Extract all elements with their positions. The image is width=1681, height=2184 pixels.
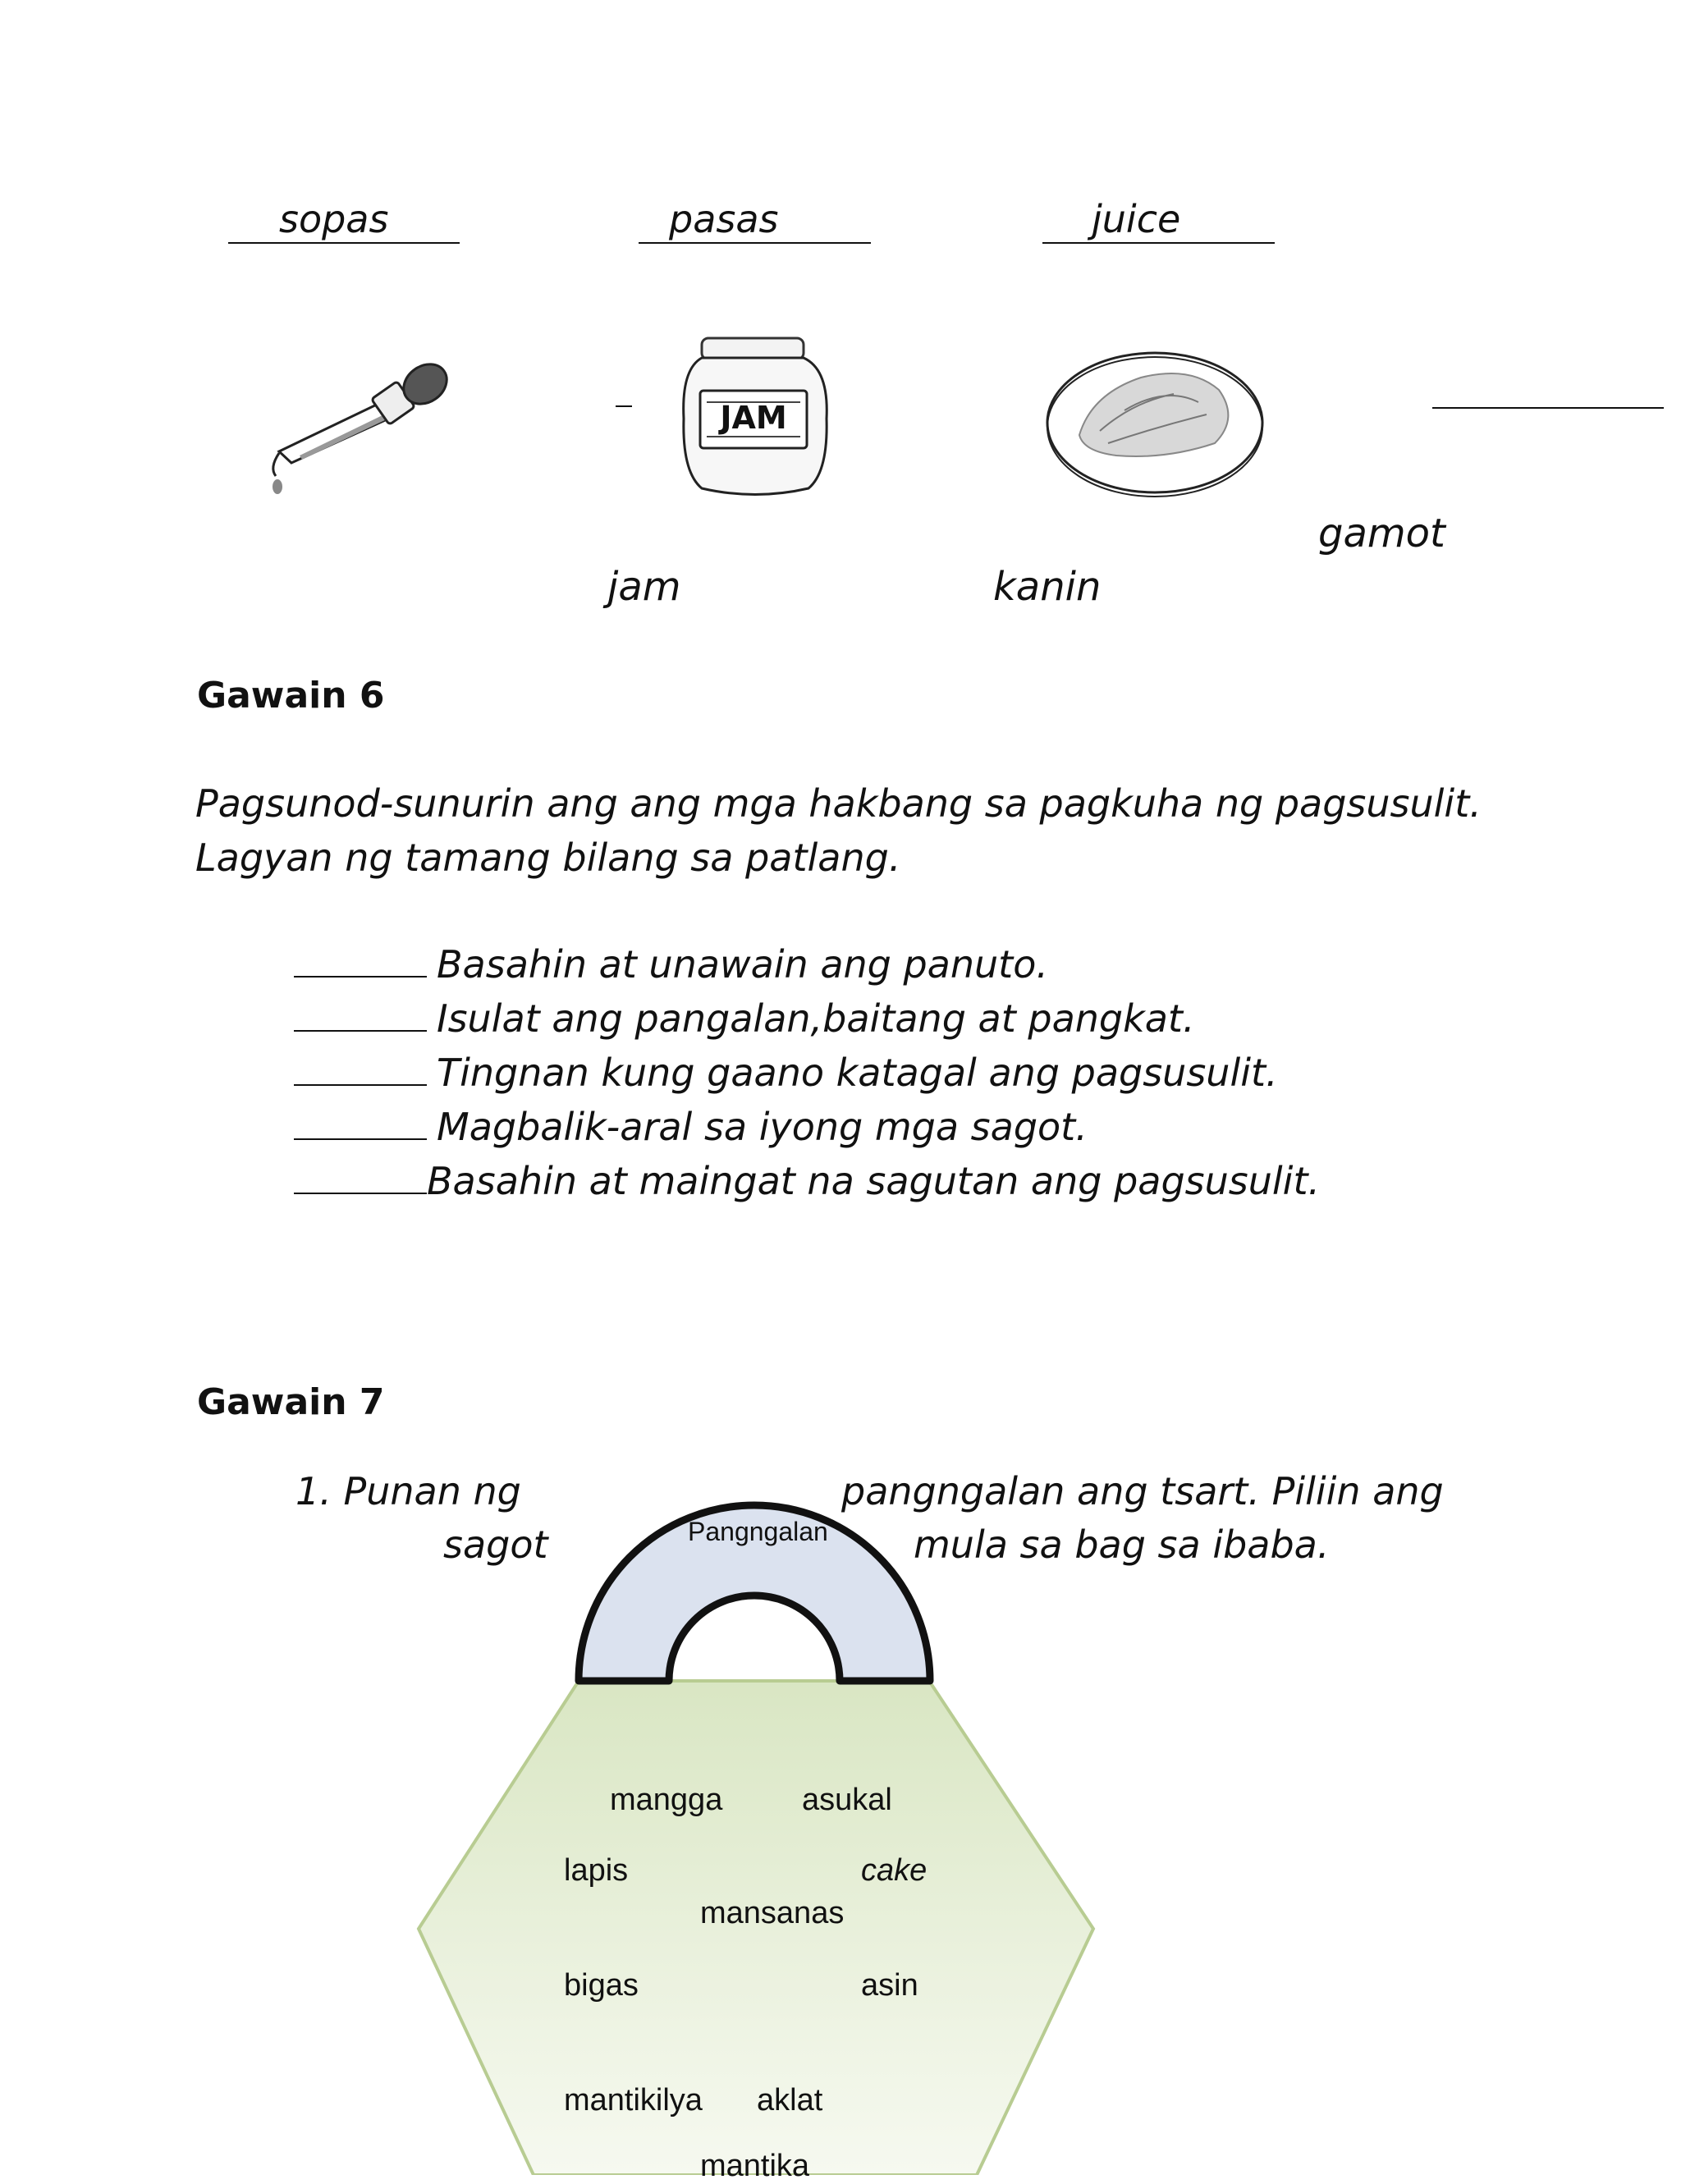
- bag-word-cake: cake: [861, 1853, 928, 1888]
- word-pasas: pasas: [669, 197, 779, 241]
- bag-word-aklat: aklat: [757, 2083, 823, 2118]
- jam-jar-label: JAM: [720, 400, 787, 436]
- step-4-blank[interactable]: [294, 1106, 427, 1140]
- gawain-7-title: Gawain 7: [197, 1381, 385, 1423]
- step-4-text: Magbalik-aral sa iyong mga sagot.: [437, 1105, 1088, 1149]
- jam-jar-icon: [677, 337, 858, 501]
- bag-diagram: [410, 1494, 1100, 2175]
- gawain-6-instruction-line2: Lagyan ng tamang bilang sa patlang.: [195, 836, 901, 880]
- word-sopas: sopas: [279, 197, 389, 241]
- step-5-blank[interactable]: [294, 1160, 427, 1194]
- step-5: [294, 1159, 1320, 1203]
- step-2-blank[interactable]: [294, 997, 427, 1032]
- step-3-text: Tingnan kung gaano katagal ang pagsusulit.: [437, 1051, 1278, 1095]
- bag-word-lapis: lapis: [564, 1853, 629, 1888]
- answer-line-sopas[interactable]: [228, 242, 460, 244]
- bag-word-asin: asin: [861, 1968, 918, 2003]
- gawain-6-title: Gawain 6: [197, 675, 385, 717]
- step-1-text: Basahin at unawain ang panuto.: [437, 942, 1048, 987]
- dropper-icon: [263, 353, 460, 501]
- step-2: [294, 996, 1195, 1041]
- bag-word-mansanas: mansanas: [700, 1896, 845, 1930]
- bag-word-mangga: mangga: [610, 1783, 723, 1817]
- plate-of-rice-icon: [1042, 345, 1272, 509]
- gawain-6-instruction-line1: Pagsunod-sunurin ang ang mga hakbang sa pagkuha ng pagsusulit.: [195, 781, 1482, 826]
- step-3-blank[interactable]: [294, 1051, 427, 1086]
- gawain-7-instruction-part2: pangngalan ang tsart. Piliin ang: [841, 1469, 1444, 1513]
- word-juice: juice: [1092, 197, 1181, 241]
- stray-dash: [616, 405, 632, 407]
- step-2-text: Isulat ang pangalan,baitang at pangkat.: [437, 996, 1195, 1041]
- step-5-text: Basahin at maingat na sagutan ang pagsusulit.: [427, 1159, 1321, 1203]
- gawain-7-instruction-part3: sagot: [443, 1522, 548, 1567]
- step-1: [294, 942, 1048, 987]
- step-4: [294, 1105, 1088, 1149]
- label-gamot: gamot: [1318, 511, 1445, 556]
- bag-word-mantika: mantika: [700, 2149, 810, 2183]
- bag-word-asukal: asukal: [802, 1783, 892, 1817]
- step-3: [294, 1051, 1278, 1095]
- label-kanin: kanin: [993, 564, 1102, 610]
- answer-line-gamot[interactable]: [1432, 407, 1664, 409]
- answer-line-juice[interactable]: [1042, 242, 1275, 244]
- answer-line-pasas[interactable]: [639, 242, 871, 244]
- bag-word-bigas: bigas: [564, 1968, 639, 2003]
- bag-handle-label: Pangngalan: [688, 1517, 828, 1546]
- gawain-7-instruction-part4: mula sa bag sa ibaba.: [914, 1522, 1330, 1567]
- gawain-7-instruction-part1: 1. Punan ng: [295, 1469, 521, 1513]
- label-jam: jam: [607, 564, 681, 610]
- bag-word-mantikilya: mantikilya: [564, 2083, 703, 2118]
- step-1-blank[interactable]: [294, 943, 427, 978]
